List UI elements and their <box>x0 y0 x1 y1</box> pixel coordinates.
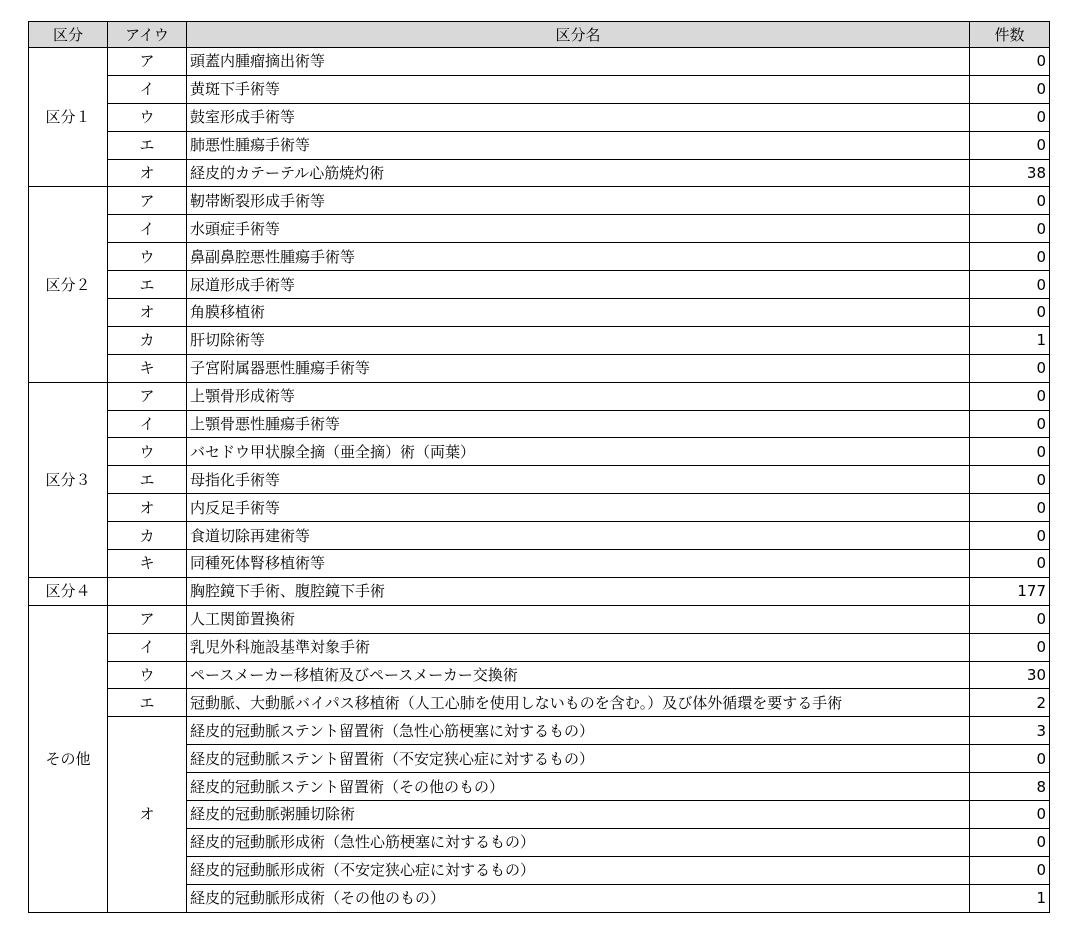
aiu-cell: ウ <box>108 661 187 689</box>
name-cell: 頭蓋内腫瘤摘出術等 <box>187 48 970 76</box>
header-name: 区分名 <box>187 22 970 48</box>
aiu-cell <box>108 577 187 605</box>
table-row <box>29 271 1050 299</box>
count-cell: 0 <box>970 410 1050 438</box>
aiu-cell: イ <box>108 75 187 103</box>
aiu-cell: エ <box>108 689 187 717</box>
category-cell: 区分４ <box>29 577 108 605</box>
category-cell: 区分２ <box>29 187 108 382</box>
name-cell: 水頭症手術等 <box>187 215 970 243</box>
count-cell: 0 <box>970 103 1050 131</box>
name-cell: バセドウ甲状腺全摘（亜全摘）術（両葉） <box>187 438 970 466</box>
table-row <box>29 633 1050 661</box>
aiu-cell: キ <box>108 550 187 578</box>
table-row <box>29 103 1050 131</box>
header-row <box>29 22 1050 48</box>
table-row <box>29 410 1050 438</box>
header-aiu: アイウ <box>108 22 187 48</box>
table-row <box>29 299 1050 327</box>
category-cell: 区分１ <box>29 48 108 187</box>
name-cell: 上顎骨悪性腫瘍手術等 <box>187 410 970 438</box>
table-row <box>29 215 1050 243</box>
name-cell: 乳児外科施設基準対象手術 <box>187 633 970 661</box>
name-cell: 人工関節置換術 <box>187 605 970 633</box>
aiu-cell: イ <box>108 410 187 438</box>
name-cell: 経皮的冠動脈ステント留置術（急性心筋梗塞に対するもの） <box>187 717 970 745</box>
count-cell: 0 <box>970 633 1050 661</box>
name-cell: 経皮的冠動脈ステント留置術（その他のもの） <box>187 773 970 801</box>
aiu-cell: カ <box>108 326 187 354</box>
aiu-cell: イ <box>108 633 187 661</box>
aiu-cell: ウ <box>108 103 187 131</box>
table-row <box>29 48 1050 76</box>
aiu-cell: エ <box>108 131 187 159</box>
count-cell: 0 <box>970 494 1050 522</box>
name-cell: 経皮的冠動脈ステント留置術（不安定狭心症に対するもの） <box>187 745 970 773</box>
name-cell: 内反足手術等 <box>187 494 970 522</box>
aiu-cell: ウ <box>108 243 187 271</box>
count-cell: 3 <box>970 717 1050 745</box>
count-cell: 0 <box>970 187 1050 215</box>
count-cell: 1 <box>970 326 1050 354</box>
count-cell: 2 <box>970 689 1050 717</box>
table-row <box>29 661 1050 689</box>
table-row <box>29 187 1050 215</box>
count-cell: 0 <box>970 828 1050 856</box>
count-cell: 38 <box>970 159 1050 187</box>
name-cell: 子宮附属器悪性腫瘍手術等 <box>187 354 970 382</box>
table-row <box>29 382 1050 410</box>
aiu-cell: オ <box>108 717 187 912</box>
count-cell: 8 <box>970 773 1050 801</box>
count-cell: 1 <box>970 884 1050 912</box>
name-cell: 食道切除再建術等 <box>187 522 970 550</box>
count-cell: 0 <box>970 299 1050 327</box>
table-row <box>29 326 1050 354</box>
name-cell: 経皮的冠動脈粥腫切除術 <box>187 801 970 829</box>
aiu-cell: エ <box>108 271 187 299</box>
count-cell: 0 <box>970 466 1050 494</box>
table-row <box>29 577 1050 605</box>
aiu-cell: ウ <box>108 438 187 466</box>
aiu-cell: ア <box>108 187 187 215</box>
count-cell: 0 <box>970 243 1050 271</box>
name-cell: 黄斑下手術等 <box>187 75 970 103</box>
aiu-cell: イ <box>108 215 187 243</box>
aiu-cell: カ <box>108 522 187 550</box>
count-cell: 0 <box>970 605 1050 633</box>
count-cell: 0 <box>970 801 1050 829</box>
name-cell: 鼓室形成手術等 <box>187 103 970 131</box>
table-row <box>29 466 1050 494</box>
category-cell: その他 <box>29 605 108 912</box>
table-row <box>29 75 1050 103</box>
name-cell: ペースメーカー移植術及びペースメーカー交換術 <box>187 661 970 689</box>
header-category: 区分 <box>29 22 108 48</box>
count-cell: 0 <box>970 438 1050 466</box>
name-cell: 鼻副鼻腔悪性腫瘍手術等 <box>187 243 970 271</box>
count-cell: 177 <box>970 577 1050 605</box>
name-cell: 肺悪性腫瘍手術等 <box>187 131 970 159</box>
table-row <box>29 522 1050 550</box>
name-cell: 上顎骨形成術等 <box>187 382 970 410</box>
count-cell: 0 <box>970 522 1050 550</box>
aiu-cell: ア <box>108 48 187 76</box>
aiu-cell: ア <box>108 382 187 410</box>
name-cell: 経皮的冠動脈形成術（急性心筋梗塞に対するもの） <box>187 828 970 856</box>
table-row <box>29 550 1050 578</box>
header-count: 件数 <box>970 22 1050 48</box>
category-cell: 区分３ <box>29 382 108 577</box>
table-row <box>29 243 1050 271</box>
table-row <box>29 494 1050 522</box>
count-cell: 0 <box>970 745 1050 773</box>
name-cell: 胸腔鏡下手術、腹腔鏡下手術 <box>187 577 970 605</box>
count-cell: 0 <box>970 856 1050 884</box>
name-cell: 経皮的冠動脈形成術（その他のもの） <box>187 884 970 912</box>
count-cell: 0 <box>970 382 1050 410</box>
name-cell: 冠動脈、大動脈バイパス移植術（人工心肺を使用しないものを含む。）及び体外循環を要する手術 <box>187 689 970 717</box>
count-cell: 30 <box>970 661 1050 689</box>
count-cell: 0 <box>970 354 1050 382</box>
aiu-cell: オ <box>108 159 187 187</box>
table-row <box>29 159 1050 187</box>
table-row <box>29 131 1050 159</box>
aiu-cell: エ <box>108 466 187 494</box>
table-row <box>29 605 1050 633</box>
count-cell: 0 <box>970 131 1050 159</box>
aiu-cell: キ <box>108 354 187 382</box>
name-cell: 靭帯断裂形成手術等 <box>187 187 970 215</box>
table-row <box>29 354 1050 382</box>
name-cell: 経皮的カテーテル心筋焼灼術 <box>187 159 970 187</box>
surgery-count-table <box>28 21 1050 913</box>
aiu-cell: オ <box>108 494 187 522</box>
table-row <box>29 717 1050 745</box>
aiu-cell: オ <box>108 299 187 327</box>
name-cell: 同種死体腎移植術等 <box>187 550 970 578</box>
count-cell: 0 <box>970 550 1050 578</box>
name-cell: 母指化手術等 <box>187 466 970 494</box>
table-row <box>29 689 1050 717</box>
table-row <box>29 438 1050 466</box>
name-cell: 経皮的冠動脈形成術（不安定狭心症に対するもの） <box>187 856 970 884</box>
count-cell: 0 <box>970 271 1050 299</box>
count-cell: 0 <box>970 48 1050 76</box>
count-cell: 0 <box>970 215 1050 243</box>
name-cell: 角膜移植術 <box>187 299 970 327</box>
name-cell: 肝切除術等 <box>187 326 970 354</box>
aiu-cell: ア <box>108 605 187 633</box>
name-cell: 尿道形成手術等 <box>187 271 970 299</box>
count-cell: 0 <box>970 75 1050 103</box>
